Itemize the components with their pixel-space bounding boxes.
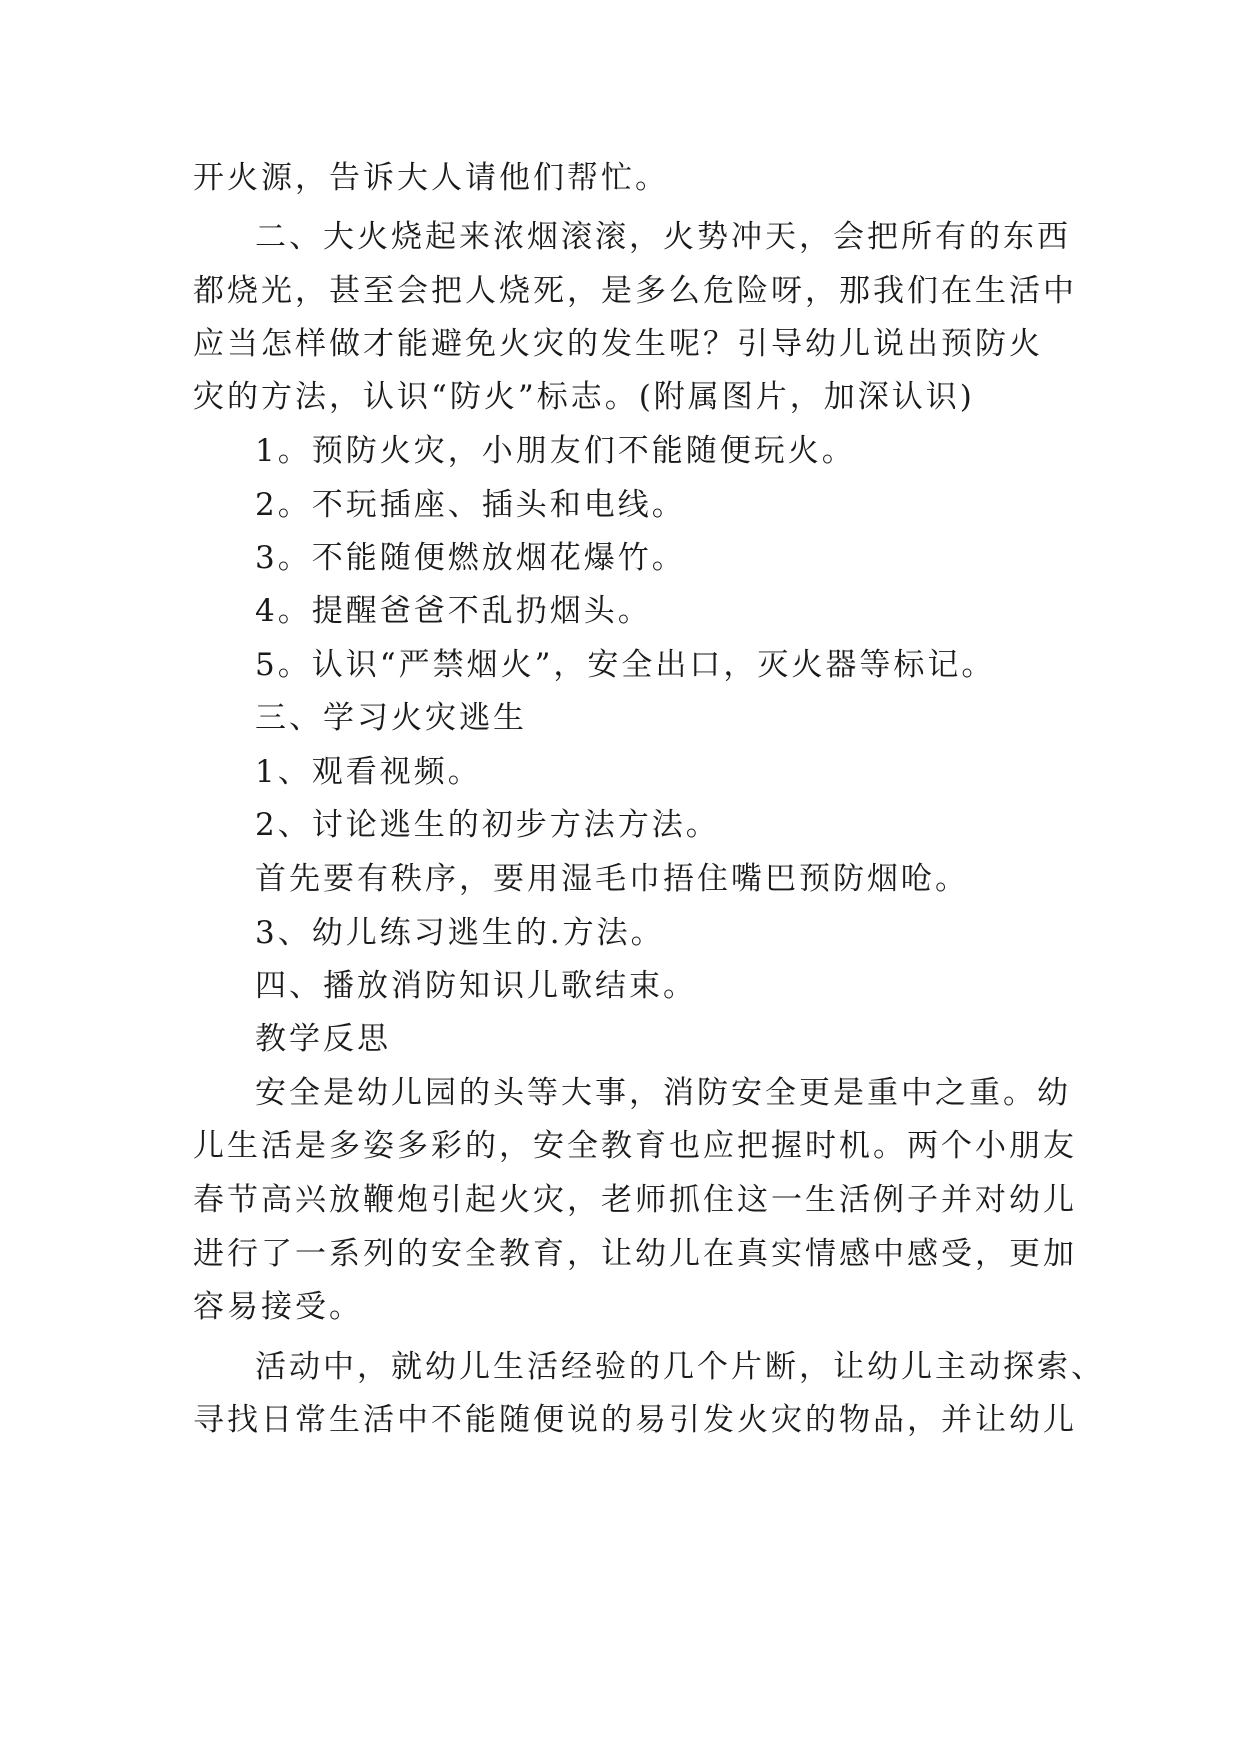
text-line: 进行了一系列的安全教育，让幼儿在真实情感中感受，更加 — [193, 1236, 1077, 1272]
text-line: 活动中，就幼儿生活经验的几个片断，让幼儿主动探索、 — [255, 1349, 1105, 1385]
text-line: 2。不玩插座、插头和电线。 — [255, 487, 686, 523]
text-line: 儿生活是多姿多彩的，安全教育也应把握时机。两个小朋友 — [193, 1128, 1077, 1164]
text-line: 容易接受。 — [193, 1289, 363, 1325]
text-line: 应当怎样做才能避免火灾的发生呢？引导幼儿说出预防火 — [193, 326, 1043, 362]
text-line: 二、大火烧起来浓烟滚滚，火势冲天，会把所有的东西 — [255, 219, 1071, 255]
text-line: 3、幼儿练习逃生的.方法。 — [255, 915, 665, 951]
text-line: 1、观看视频。 — [255, 754, 482, 790]
text-line: 寻找日常生活中不能随便说的易引发火灾的物品，并让幼儿 — [193, 1402, 1077, 1438]
text-line: 都烧光，甚至会把人烧死，是多么危险呀，那我们在生活中 — [193, 273, 1077, 309]
text-line: 四、播放消防知识儿歌结束。 — [255, 968, 697, 1004]
text-line: 5。认识“严禁烟火”，安全出口，灭火器等标记。 — [255, 647, 996, 683]
section-heading: 教学反思 — [255, 1021, 391, 1057]
text-line: 开火源，告诉大人请他们帮忙。 — [193, 160, 669, 196]
text-line: 首先要有秩序，要用湿毛巾捂住嘴巴预防烟呛。 — [255, 861, 969, 897]
text-line: 3。不能随便燃放烟花爆竹。 — [255, 540, 686, 576]
text-line: 1。预防火灾，小朋友们不能随便玩火。 — [255, 433, 856, 469]
text-line: 2、讨论逃生的初步方法方法。 — [255, 807, 720, 843]
text-line: 安全是幼儿园的头等大事，消防安全更是重中之重。幼 — [255, 1075, 1071, 1111]
text-line: 三、学习火灾逃生 — [255, 700, 527, 736]
text-line: 春节高兴放鞭炮引起火灾，老师抓住这一生活例子并对幼儿 — [193, 1182, 1077, 1218]
text-line: 灾的方法，认识“防火”标志。(附属图片，加深认识) — [193, 379, 975, 415]
text-line: 4。提醒爸爸不乱扔烟头。 — [255, 593, 652, 629]
